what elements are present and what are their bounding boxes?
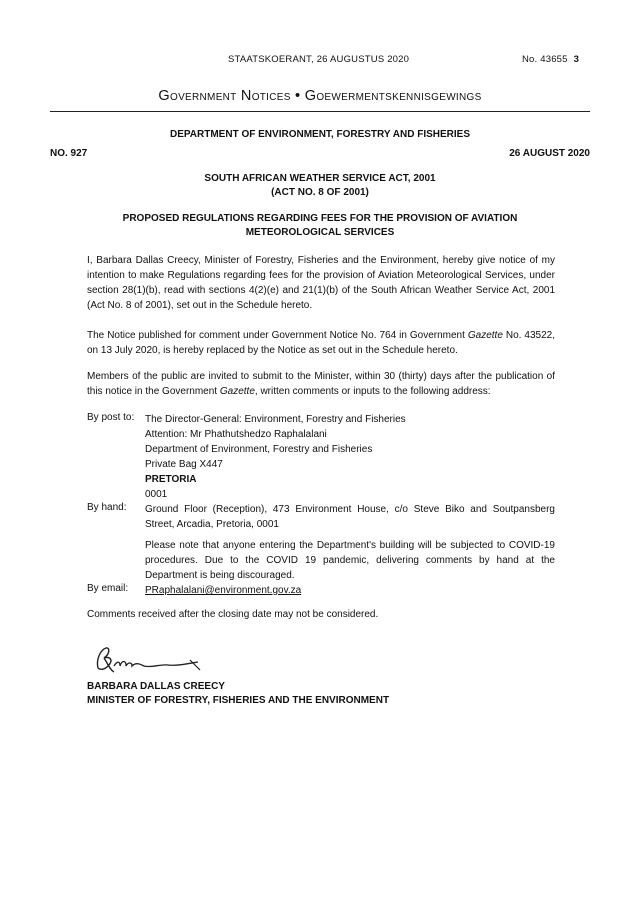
gazette-number-and-page [522, 54, 579, 65]
postal-address-line: Private Bag X447 [145, 459, 223, 470]
postal-address-line: Department of Environment, Forestry and Fisheries [145, 444, 373, 455]
postal-address-line: The Director-General: Environment, Forestry and Fisheries [145, 414, 406, 425]
act-title-line-1: SOUTH AFRICAN WEATHER SERVICE ACT, 2001 [204, 173, 436, 184]
gazette-italic: Gazette [467, 330, 503, 341]
page-number: 3 [573, 54, 580, 65]
postal-city: PRETORIA [145, 474, 197, 485]
signatory-title: MINISTER OF FORESTRY, FISHERIES AND THE ENVIRONMENT [87, 695, 390, 706]
postal-code: 0001 [145, 489, 168, 500]
postal-address [145, 412, 555, 502]
hand-label: By hand: [87, 502, 127, 513]
act-title-line-2: (ACT NO. 8 OF 2001) [271, 187, 369, 198]
section-divider [50, 111, 590, 112]
act-title [50, 172, 590, 200]
gazette-number: No. 43655 [522, 54, 568, 65]
closing-date-note: Comments received after the closing date may not be considered. [87, 609, 379, 620]
replacement-text-start: The Notice published for comment under Government Notice No. 764 in Government [87, 330, 468, 341]
signatory-name: BARBARA DALLAS CREECY [87, 681, 225, 692]
department-heading: DEPARTMENT OF ENVIRONMENT, FORESTRY AND FISHERIES [169, 129, 471, 140]
gazette-italic: Gazette [219, 386, 255, 397]
email-address[interactable] [145, 583, 555, 598]
covid-note: Please note that anyone entering the Department's building will be subjected to COVID-19 procedures. Due to the COVID 19 pandemic, delivering comments by hand at the Department is being discouraged. [145, 540, 555, 581]
email-label: By email: [87, 583, 129, 594]
gazette-title: STAATSKOERANT, 26 AUGUSTUS 2020 [228, 54, 410, 65]
invitation-text-start: Members of the public are invited to submit to the Minister, within 30 (thirty) days after the publication of this notice in the Government [87, 371, 555, 397]
hand-delivery-address: Ground Floor (Reception), 473 Environment House, c/o Steve Biko and Soutpansberg Street, Arcadia, Pretoria, 0001 [145, 504, 555, 530]
replacement-paragraph [87, 328, 555, 358]
invitation-paragraph [87, 369, 555, 399]
post-label: By post to: [87, 412, 135, 423]
invitation-text-end: , written comments or inputs to the following address: [254, 386, 491, 397]
email-link[interactable]: PRaphalalani@environment.gov.za [145, 585, 302, 596]
signature [90, 640, 210, 680]
replacement-text-end: No. 43522, on 13 July 2020, is hereby replaced by the Notice as set out in the Schedule hereto. [87, 330, 555, 356]
notice-date: 26 AUGUST 2020 [509, 148, 590, 159]
proposed-regulations-title: PROPOSED REGULATIONS REGARDING FEES FOR THE PROVISION OF AVIATION METEOROLOGICAL SERVICES [122, 213, 518, 238]
section-title: Government Notices • Goewermentskennisgewings [158, 88, 482, 104]
postal-address-line: Attention: Mr Phathutshedzo Raphalalani [145, 429, 327, 440]
notice-number: NO. 927 [50, 148, 88, 159]
intention-paragraph: I, Barbara Dallas Creecy, Minister of Forestry, Fisheries and the Environment, hereby give notice of my intention to make Regulations regarding fees for the provision of Aviation Meteorological Services, under section 28(1)(b), read with sections 4(2)(e) and 21(1)(b) of the South African Weather Service Act, 2001 (Act No. 8 of 2001), set out in the Schedule hereto. [87, 255, 555, 311]
